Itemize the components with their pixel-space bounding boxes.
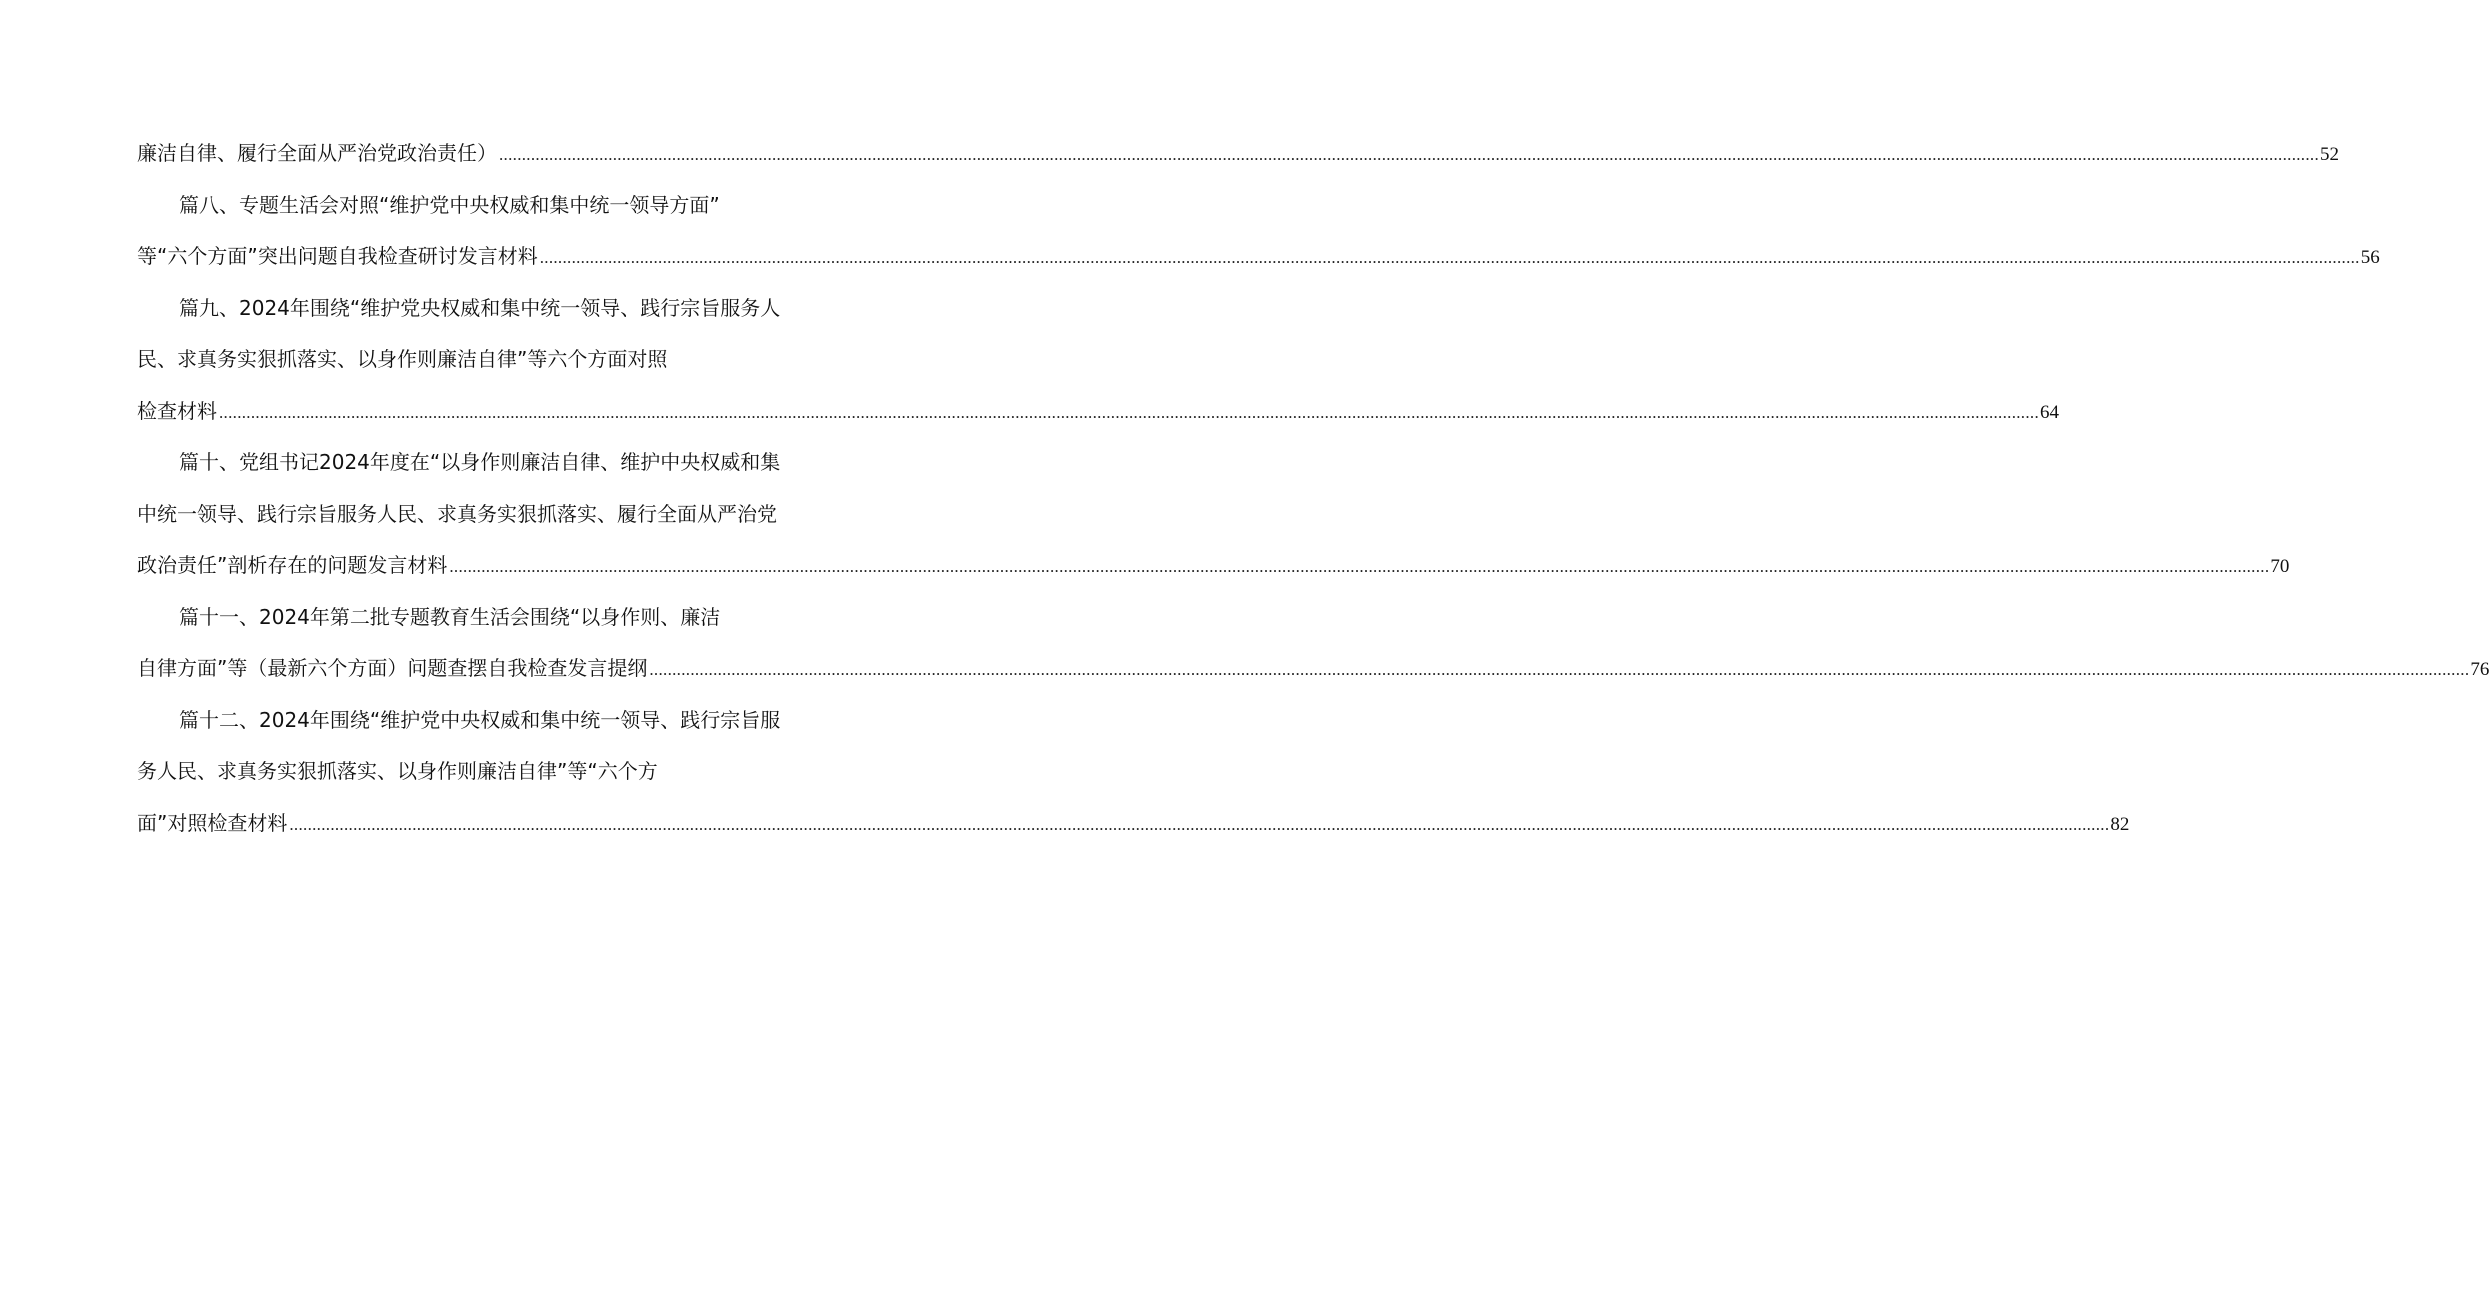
toc-entry-text: 篇十、党组书记2024年度在“以身作则廉洁自律、维护中央权威和集 (179, 450, 781, 474)
toc-entry-text: 务人民、求真务实狠抓落实、以身作则廉洁自律”等“六个方 (137, 759, 658, 783)
dot-leader: ................................................................................................................................................................................................................................................................................................................................................................................................................ (499, 145, 2319, 164)
dot-leader: ................................................................................................................................................................................................................................................................................................................................................................................................................ (219, 402, 2039, 422)
toc-entry-text: 面”对照检查材料 (137, 810, 288, 835)
toc-entry-line (137, 283, 787, 335)
toc-page-number: 56 (2360, 247, 2380, 268)
toc-page-number: 64 (2040, 401, 2059, 423)
dot-leader: ................................................................................................................................................................................................................................................................................................................................................................................................................ (289, 814, 2110, 834)
toc-entry-line (137, 592, 787, 644)
toc-entry-text: 民、求真务实狠抓落实、以身作则廉洁自律”等六个方面对照 (137, 347, 668, 371)
toc-entry[interactable] (137, 437, 2290, 592)
toc-entry[interactable] (137, 283, 2059, 438)
toc-entry[interactable] (137, 592, 2489, 695)
toc-entry-line (137, 437, 787, 489)
toc-page-number: 82 (2110, 813, 2130, 835)
toc-entry-line (137, 180, 787, 232)
toc-entry-line (137, 643, 2489, 695)
toc-entry-text: 篇十二、2024年围绕“维护党中央权威和集中统一领导、践行宗旨服 (179, 707, 781, 732)
dot-leader: ................................................................................................................................................................................................................................................................................................................................................................................................................ (649, 660, 2470, 679)
toc-entry-text: 自律方面”等（最新六个方面）问题查摆自我检查发言提纲 (137, 656, 648, 680)
toc-entry-line (137, 386, 2059, 438)
toc-entry[interactable] (137, 695, 2130, 850)
toc-entry-text: 篇九、2024年围绕“维护党央权威和集中统一领导、践行宗旨服务人 (179, 295, 781, 320)
toc-entry-line (137, 695, 787, 747)
toc-page-number: 52 (2320, 144, 2339, 165)
dot-leader: ................................................................................................................................................................................................................................................................................................................................................................................................................ (539, 248, 2360, 267)
toc-entry[interactable] (137, 180, 2380, 283)
toc-entry-line (137, 540, 2290, 592)
toc-entry-line (137, 746, 787, 798)
toc-entry-text: 廉洁自律、履行全面从严治党政治责任） (137, 141, 497, 165)
toc-entry-text: 中统一领导、践行宗旨服务人民、求真务实狠抓落实、履行全面从严治党 (137, 501, 777, 526)
toc-entry-text: 政治责任”剖析存在的问题发言材料 (137, 553, 448, 577)
toc-entry-text: 篇八、专题生活会对照“维护党中央权威和集中统一领导方面” (179, 192, 720, 217)
toc-entry[interactable] (137, 128, 2339, 180)
toc-entry-line (137, 798, 2130, 850)
toc-entry-text: 等“六个方面”突出问题自我检查研讨发言材料 (137, 244, 538, 268)
toc-entry-text: 检查材料 (137, 398, 217, 423)
toc-entry-line (137, 334, 787, 386)
toc-entry-line (137, 128, 2339, 180)
table-of-contents (137, 128, 2489, 849)
toc-page-number: 76 (2470, 659, 2489, 680)
dot-leader: ................................................................................................................................................................................................................................................................................................................................................................................................................ (449, 557, 2270, 576)
toc-page-number: 70 (2270, 556, 2290, 577)
toc-entry-line (137, 489, 787, 541)
toc-entry-text: 篇十一、2024年第二批专题教育生活会围绕“以身作则、廉洁 (179, 604, 721, 629)
toc-entry-line (137, 231, 2380, 283)
